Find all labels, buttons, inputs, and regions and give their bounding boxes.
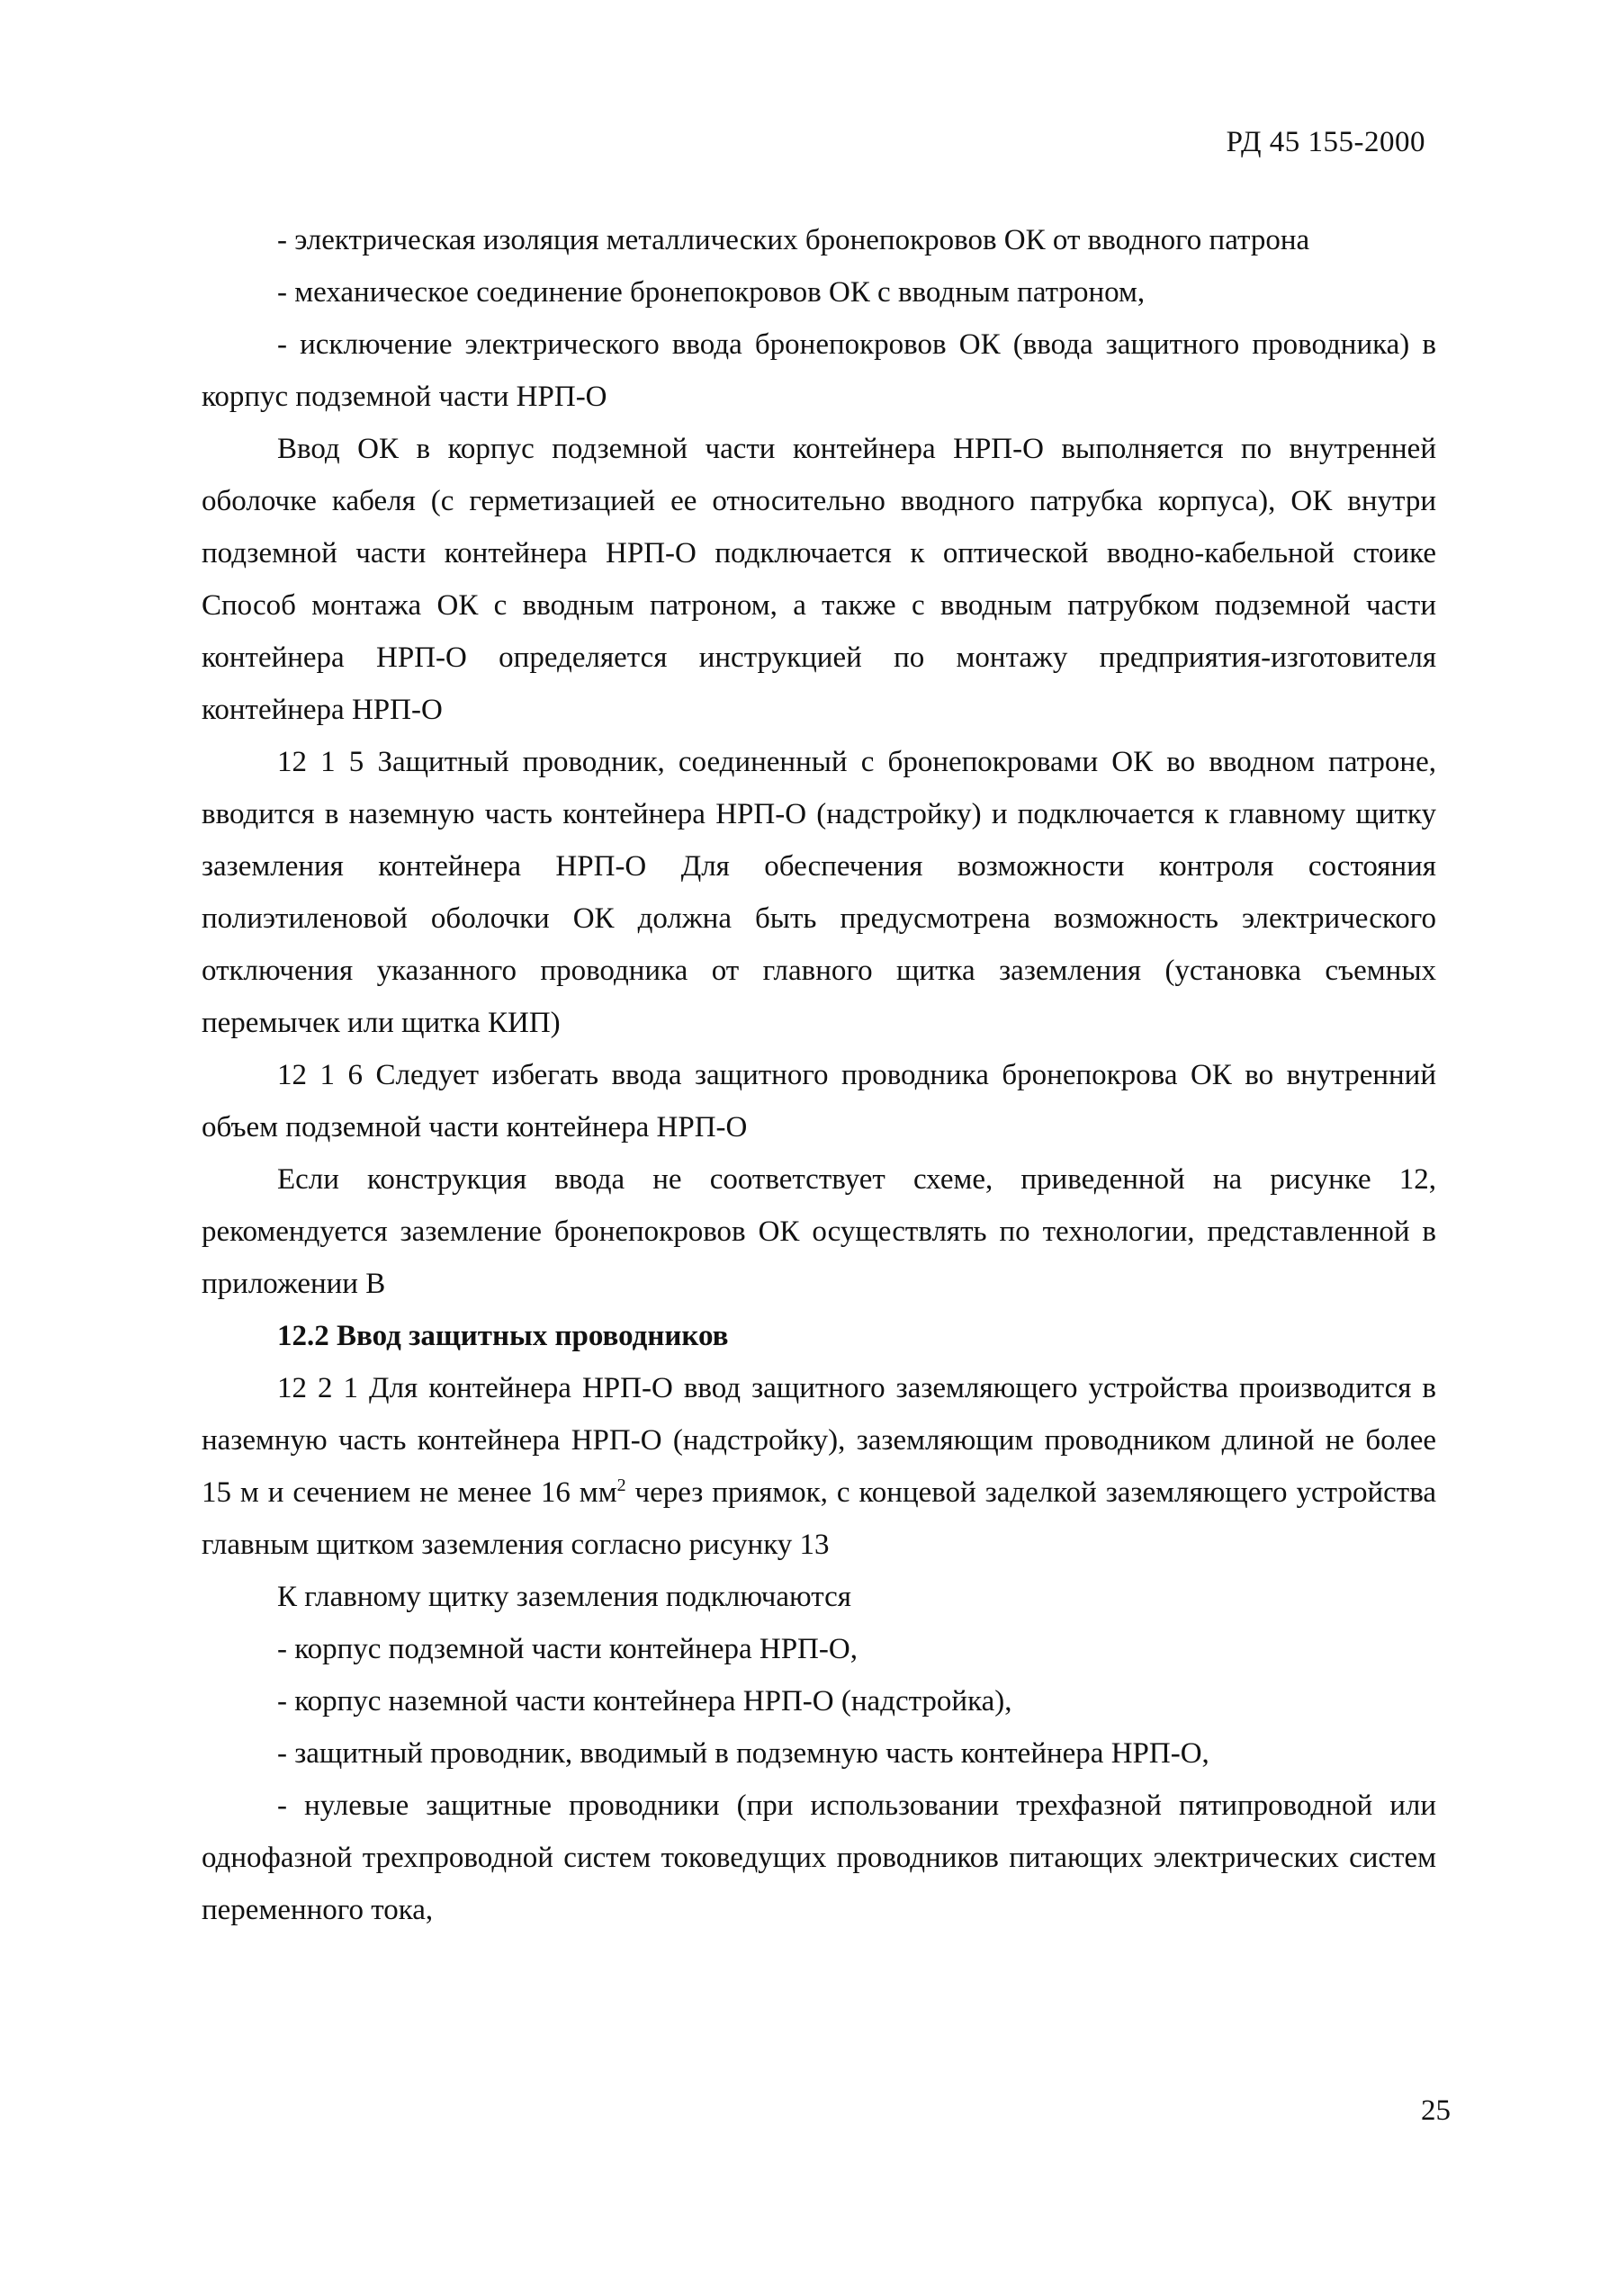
paragraph: - исключение электрического ввода бронепокровов ОК (ввода защитного проводника) в корпус подземной части НРП-О (202, 328, 1436, 413)
paragraph: Если конструкция ввода не соответствует схеме, приведенной на рисунке 12, рекомендуется заземление бронепокровов ОК осуществлять по технологии, представленной в приложении В (202, 1163, 1436, 1300)
paragraph: Ввод ОК в корпус подземной части контейнера НРП-О выполняется по внутренней оболочке кабеля (с герметизацией ее относительно вводного патрубка корпуса), ОК внутри подземной части контейнера НРП-О подключается к оптической вводно-кабельной стоике Способ монтажа ОК с вводным патроном, а также с вводным патрубком подземной части контейнера НРП-О определяется инструкцией по монтажу предприятия-изготовителя контейнера НРП-О (202, 433, 1436, 726)
paragraph (202, 1362, 1436, 1571)
section-title: 12.2 Ввод защитных проводников (277, 1320, 729, 1352)
body-text (202, 214, 1436, 1936)
page-number: 25 (1421, 2094, 1451, 2127)
list-item: - защитный проводник, вводимый в подземную часть контейнера НРП-О, (277, 1737, 1209, 1770)
paragraph: - электрическая изоляция металлических бронепокровов ОК от вводного патрона (277, 224, 1310, 256)
paragraph: К главному щитку заземления подключаются (277, 1581, 851, 1613)
paragraph: 12 1 6 Следует избегать ввода защитного проводника бронепокрова ОК во внутренний объем подземной части контейнера НРП-О (202, 1059, 1436, 1144)
superscript: 2 (616, 1475, 626, 1495)
list-item: - нулевые защитные проводники (при использовании трехфазной пятипроводной или однофазной трехпроводной систем токоведущих проводников питающих электрических систем переменного тока, (202, 1789, 1436, 1926)
paragraph-text: через приямок, с концевой заделкой заземляющего устройства главным щитком заземления согласно рисунку 13 (202, 1476, 1436, 1561)
paragraph: - механическое соединение бронепокровов ОК с вводным патроном, (277, 276, 1146, 309)
list-item: - корпус подземной части контейнера НРП-О, (277, 1633, 858, 1665)
paragraph-text: 12 2 1 Для контейнера НРП-О ввод защитного заземляющего устройства производится в наземную часть контейнера НРП-О (надстройку), заземляющим проводником длиной не более 15 м и сечением не менее 16 мм (202, 1372, 1436, 1509)
paragraph: 12 1 5 Защитный проводник, соединенный с бронепокровами ОК во вводном патроне, вводится в наземную часть контейнера НРП-О (надстройку) и подключается к главному щитку заземления контейнера НРП-О Для обеспечения возможности контроля состояния полиэтиленовой оболочки ОК должна быть предусмотрена возможность электрического отключения указанного проводника от главного щитка заземления (установка съемных перемычек или щитка КИП) (202, 746, 1436, 1039)
document-code: РД 45 155-2000 (1226, 126, 1425, 158)
list-item: - корпус наземной части контейнера НРП-О (надстройка), (277, 1685, 1012, 1718)
